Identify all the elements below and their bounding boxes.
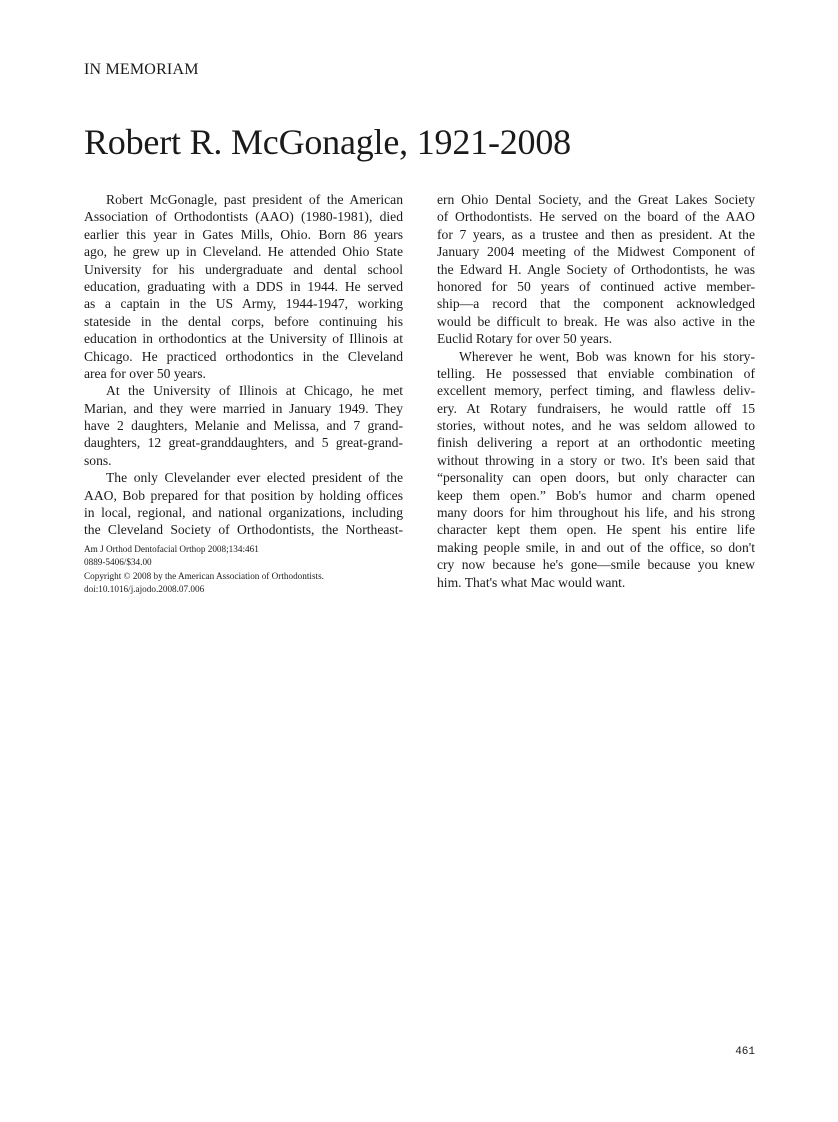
text-line: University for his undergraduate and dental school xyxy=(84,261,403,277)
text-line: education in orthodontics at the University of Illinois at xyxy=(84,331,403,347)
doi: doi:10.1016/j.ajodo.2008.07.006 xyxy=(84,584,205,595)
text-line: making people smile, in and out of the office, so don't xyxy=(437,539,755,555)
text-line: At the University of Illinois at Chicago, he met xyxy=(106,383,403,399)
text-line: stories, without notes, and he was seldom allowed to xyxy=(437,418,755,434)
text-line: January 2004 meeting of the Midwest Component of xyxy=(437,244,755,260)
text-line: excellent memory, perfect timing, and flawless deliv- xyxy=(437,383,755,399)
text-line: without throwing in a story or two. It's been said that xyxy=(437,452,755,468)
text-line: ago, he grew up in Cleveland. He attended Ohio State xyxy=(84,244,403,260)
text-line: as a captain in the US Army, 1944-1947, working xyxy=(84,296,403,312)
copyright: Copyright © 2008 by the American Association of Orthodontists. xyxy=(84,570,324,581)
text-line: many doors for him throughout his life, and his strong xyxy=(437,505,755,521)
text-line: him. That's what Mac would want. xyxy=(437,574,626,590)
text-line: ship—a record that the component acknowledged xyxy=(437,296,755,312)
text-line: cry now because he's gone—smile because you knew xyxy=(437,557,755,573)
text-line: Chicago. He practiced orthodontics in the Cleveland xyxy=(84,348,403,364)
text-line: of Orthodontists. He served on the board of the AAO xyxy=(437,209,755,225)
text-line: Marian, and they were married in January 1949. They xyxy=(84,400,403,416)
text-line: Wherever he went, Bob was known for his story- xyxy=(459,348,755,364)
text-line: stateside in the dental corps, before continuing his xyxy=(84,313,403,329)
text-line: sons. xyxy=(84,452,112,468)
left-column xyxy=(84,191,403,539)
price-code: 0889-5406/$34.00 xyxy=(84,557,152,568)
text-line: Robert McGonagle, past president of the American xyxy=(106,192,403,207)
text-line: would be difficult to break. He was also active in the xyxy=(437,313,755,329)
article-title: Robert R. McGonagle, 1921-2008 xyxy=(84,122,571,162)
text-line: in local, regional, and national organizations, including xyxy=(84,505,403,521)
text-line: the Edward H. Angle Society of Orthodontists, he was xyxy=(437,261,755,277)
text-line: AAO, Bob prepared for that position by holding offices xyxy=(84,487,403,503)
text-line: daughters, 12 great-granddaughters, and 5 great-grand- xyxy=(84,435,403,451)
text-line: finish delivering a report at an orthodontic meeting xyxy=(437,435,755,451)
citation-footnote xyxy=(84,543,324,597)
text-line: honored for 50 years of continued active member- xyxy=(437,278,755,294)
text-line: area for over 50 years. xyxy=(84,365,206,381)
text-line: for 7 years, as a trustee and then as president. At the xyxy=(437,226,755,242)
text-line: “personality can open doors, but only character can xyxy=(437,470,755,486)
text-line: character kept them open. He spent his entire life xyxy=(437,522,755,538)
text-line: the Cleveland Society of Orthodontists, the Northeast- xyxy=(84,522,403,538)
text-line: ern Ohio Dental Society, and the Great Lakes Society xyxy=(437,192,755,207)
text-line: The only Clevelander ever elected president of the xyxy=(106,470,403,486)
right-column xyxy=(437,191,755,591)
text-line: telling. He possessed that enviable combination of xyxy=(437,365,755,381)
page-number: 461 xyxy=(735,1046,755,1058)
text-line: keep them open.” Bob's humor and charm opened xyxy=(437,487,755,503)
section-heading: IN MEMORIAM xyxy=(84,61,199,78)
text-line: Association of Orthodontists (AAO) (1980-1981), died xyxy=(84,209,403,225)
text-line: education, graduating with a DDS in 1944. He served xyxy=(84,278,403,294)
text-line: ery. At Rotary fundraisers, he would rattle off 15 xyxy=(437,400,755,416)
text-line: have 2 daughters, Melanie and Melissa, and 7 grand- xyxy=(84,418,403,434)
text-line: earlier this year in Gates Mills, Ohio. Born 86 years xyxy=(84,226,403,242)
text-line: Euclid Rotary for over 50 years. xyxy=(437,331,613,347)
journal-citation: Am J Orthod Dentofacial Orthop 2008;134:461 xyxy=(84,544,259,554)
